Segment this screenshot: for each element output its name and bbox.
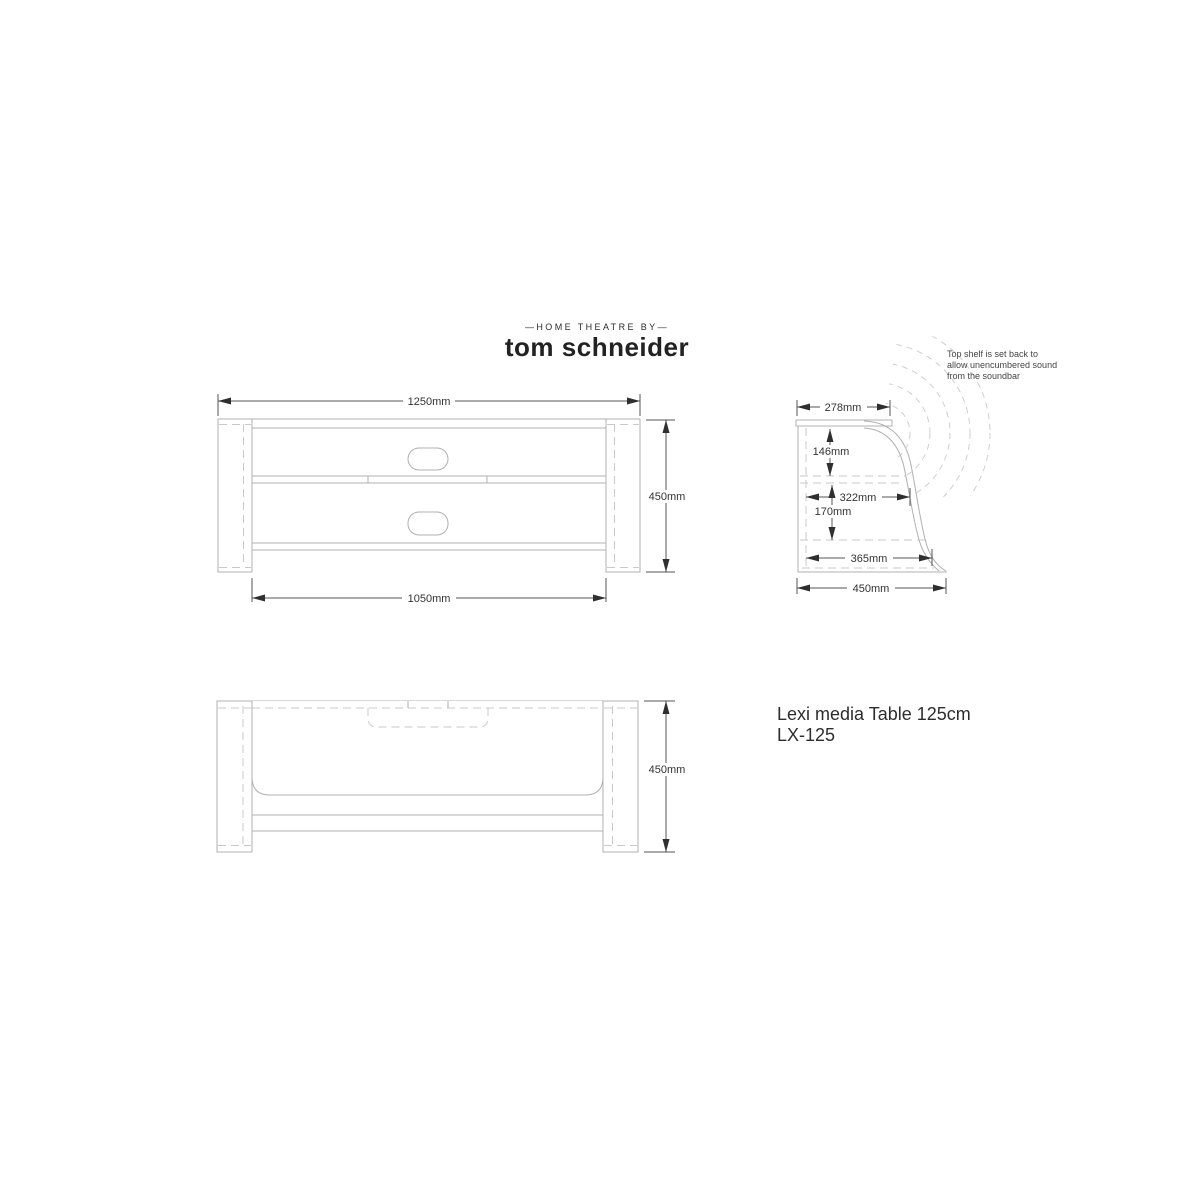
dim-front-width <box>218 394 640 416</box>
rear-back-panel <box>252 701 603 795</box>
note-line-3: from the soundbar <box>947 371 1021 381</box>
dim-side-top-gap <box>807 429 854 476</box>
dim-label-side-mid-shelf-depth: 322mm <box>839 492 877 504</box>
product-label <box>777 704 971 745</box>
dim-label-front-height: 450mm <box>648 491 686 503</box>
brand-name: tom schneider <box>504 332 690 362</box>
dim-side-top-shelf-depth <box>797 400 890 416</box>
dim-side-mid-shelf-depth <box>806 488 910 506</box>
dim-label-front-width: 1250mm <box>407 396 451 408</box>
dim-label-rear-height: 450mm <box>648 764 686 776</box>
dim-label-side-total-depth: 450mm <box>852 583 890 595</box>
dim-label-side-mid-gap: 170mm <box>814 506 852 518</box>
note-line-1: Top shelf is set back to <box>947 349 1039 359</box>
brand-tagline: —HOME THEATRE BY— <box>525 322 669 332</box>
dim-label-side-lower-shelf-depth: 365mm <box>850 553 888 565</box>
rear-left-leg <box>217 701 252 852</box>
dim-label-side-top-gap: 146mm <box>812 446 850 458</box>
brand-logo <box>505 322 689 362</box>
note-line-2: allow unencumbered sound <box>947 360 1058 370</box>
front-cable-cutout-lower <box>408 512 448 535</box>
front-left-leg <box>218 419 252 572</box>
dim-front-inner-width <box>252 578 606 605</box>
rear-right-leg <box>603 701 638 852</box>
dim-rear-height <box>643 701 690 852</box>
product-model: LX-125 <box>777 725 836 745</box>
rear-view <box>217 701 690 852</box>
dim-front-height <box>643 420 690 572</box>
soundbar-note <box>947 349 1057 381</box>
front-right-leg <box>606 419 640 572</box>
product-name: Lexi media Table 125cm <box>777 704 971 724</box>
dim-side-total-depth <box>797 578 946 595</box>
dim-side-lower-shelf-depth <box>806 549 932 566</box>
dim-label-front-inner-width: 1050mm <box>407 593 451 605</box>
dim-label-side-top-shelf-depth: 278mm <box>824 402 862 414</box>
side-view <box>770 323 1057 595</box>
front-view <box>218 394 690 605</box>
front-cable-cutout-upper <box>408 448 448 470</box>
